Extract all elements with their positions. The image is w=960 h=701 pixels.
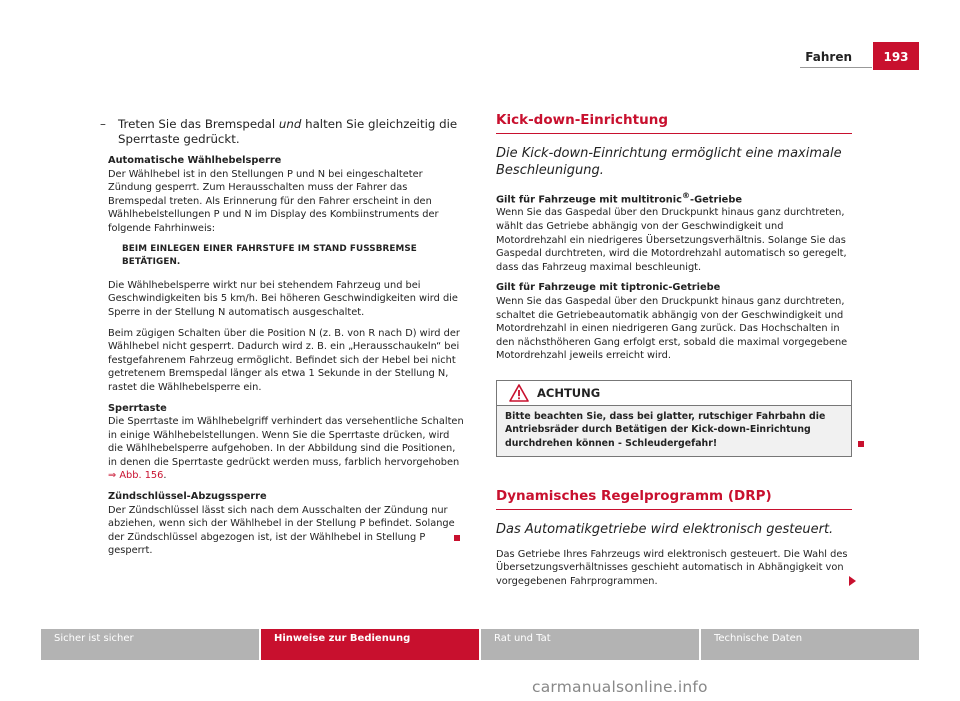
warning-text: Bitte beachten Sie, dass bei glatter, rutschiger Fahrbahn die Antriebsräder durch Betätigen der Kick-down-Einrichtung durchdrehen können - Schleudergefahr! [497,406,851,456]
paragraph: Die Sperrtaste im Wählhebelgriff verhindert das versehentliche Schalten in einige Wählhebelstellungen. Wenn Sie die Sperrtaste drücken, wird die Wählhebelsperre aufgehoben. In der Abbildung sind die Positionen, in denen die Sperrtaste gedrückt werden muss, farblich hervorgehoben ⇒ Abb. 156. [108,416,464,482]
bullet-text: Treten Sie das Bremspedal und halten Sie gleichzeitig die Sperrtaste gedrückt. [118,117,458,146]
paragraph: Die Wählhebelsperre wirkt nur bei stehendem Fahrzeug und bei Geschwindigkeiten bis 5 km/h. Bei höheren Geschwindigkeiten wird die Sperre in der Stellung N automatisch ausgeschaltet. [108,279,458,318]
section-end-marker [454,535,460,541]
chapter-title: Fahren [805,50,852,64]
bullet-dash: – [100,117,106,131]
heading-zuendschluessel: Zündschlüssel-Abzugssperre [108,491,267,503]
section-lead-drp: Das Automatikgetriebe wird elektronisch gesteuert. [496,521,834,537]
page-number-badge: 193 [873,42,919,70]
heading-waehlhebelsperre: Automatische Wählhebelsperre [108,155,282,166]
paragraph: Beim zügigen Schalten über die Position N (z. B. von R nach D) wird der Wählhebel nicht gesperrt. Dadurch wird z. B. ein „Herausschaukeln“ bei festgefahrenem Fahrzeug ermöglicht. Befindet sich der Hebel bei nicht getretenem Bremspedal länger als etwa 1 Sekunde in der Stellung N, rastet die Wählhebelsperre ein. [108,327,460,393]
right-column [496,114,852,370]
continue-arrow-icon [849,576,856,586]
footer-nav [41,629,919,660]
heading-multitronic: Gilt für Fahrzeuge mit multitronic®-Getriebe [496,189,742,205]
paragraph: Wenn Sie das Gaspedal über den Druckpunkt hinaus ganz durchtreten, schaltet die Getriebeautomatik abhängig von der Geschwindigkeit und Motordrehzahl in einen niedrigeren Gang zurück. Das Hochschalten in den nächsthöheren Gang erfolgt erst, sobald die maximal vorgegebene Motordrehzahl jeweils erreicht wird. [496,296,848,362]
paragraph: Der Wählhebel ist in den Stellungen P und N bei eingeschalteter Zündung gesperrt. Zum Herausschalten muss der Fahrer das Bremspedal treten. Als Erinnerung für den Fahrer erscheint in den Wählhebelstellungen P und N im Display des Kombiinstruments der folgende Fahrhinweis: [108,168,439,234]
warning-box [496,380,852,457]
left-column [100,117,464,565]
drp-section [496,490,852,595]
figure-link[interactable]: ⇒ Abb. 156 [108,470,164,482]
section-title-kickdown: Kick-down-Einrichtung [496,114,852,134]
section-end-marker [858,441,864,447]
warning-triangle-icon [509,384,529,402]
watermark: carmanualsonline.info [532,678,708,696]
instruction-bullet [100,117,464,147]
warning-header [497,381,851,406]
warning-label: ACHTUNG [537,386,601,400]
paragraph: Der Zündschlüssel lässt sich nach dem Ausschalten der Zündung nur abziehen, wenn sich der Wählhebel in der Stellung P befindet. Solange der Zündschlüssel abgezogen ist, ist der Wählhebel in Stellung P gesperrt. [108,504,455,557]
tab-technische-daten[interactable]: Technische Daten [701,629,919,660]
tab-hinweise-zur-bedienung[interactable]: Hinweise zur Bedienung [261,629,479,660]
heading-sperrtaste: Sperrtaste [108,402,167,414]
section-lead-kickdown: Die Kick-down-Einrichtung ermöglicht eine maximale Beschleunigung. [496,145,842,178]
bullet-emphasis: und [278,117,302,131]
tab-sicher-ist-sicher[interactable]: Sicher ist sicher [41,629,259,660]
heading-tiptronic: Gilt für Fahrzeuge mit tiptronic-Getriebe [496,282,721,294]
tab-rat-und-tat[interactable]: Rat und Tat [481,629,699,660]
paragraph: Das Getriebe Ihres Fahrzeugs wird elektronisch gesteuert. Die Wahl des Übersetzungsverhältnisses geschieht automatisch in Abhängigkeit von vorgegebenen Fahrprogrammen. [496,548,848,587]
display-message: BEIM EINLEGEN EINER FAHRSTUFE IM STAND FUSSBREMSE BETÄTIGEN. [122,243,417,268]
paragraph: Wenn Sie das Gaspedal über den Druckpunkt hinaus ganz durchtreten, wählt das Getriebe abhängig von der Geschwindigkeit und Motordrehzahl ein niedrigeres Übersetzungsverhältnis. Solange Sie das Gaspedal durchtreten, wird die Motordrehzahl automatisch so geregelt, dass das Fahrzeug maximal beschleunigt. [496,207,847,273]
section-title-drp: Dynamisches Regelprogramm (DRP) [496,490,852,510]
header-divider [800,67,872,68]
